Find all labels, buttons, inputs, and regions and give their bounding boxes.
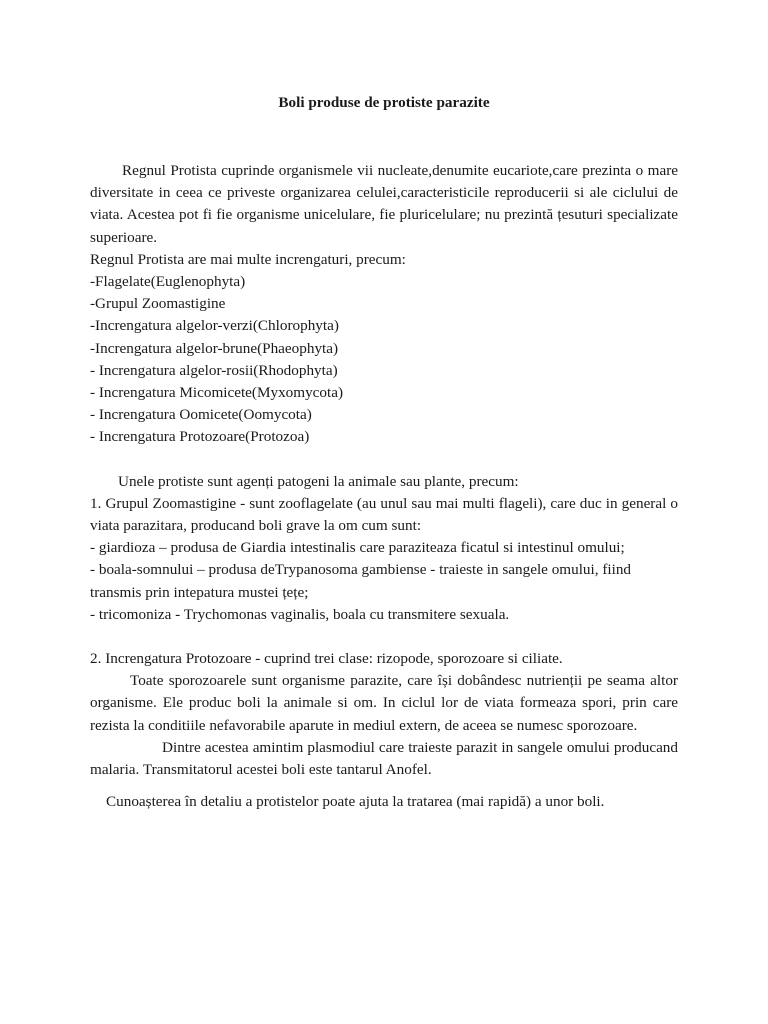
disease-item: - boala-somnului – produsa deTrypanosoma gambiense - traieste in sangele omului, fiind transmis prin intepatura mustei țețe; [90, 561, 632, 601]
spacer [90, 626, 678, 648]
group2-paragraph: 2. Increngatura Protozoare - cuprind trei clase: rizopode, sporozoare si ciliate. [90, 650, 563, 668]
plasmodium-paragraph: Dintre acestea amintim plasmodiul care traieste parazit in sangele omului producand malaria. Transmitatorul acestei boli este tantarul Anofel. [90, 738, 678, 779]
conclusion-paragraph: Cunoașterea în detaliu a protistelor poate ajuta la tratarea (mai rapidă) a unor boli. [106, 793, 605, 811]
list-item: -Increngatura algelor-verzi(Chlorophyta) [90, 317, 339, 335]
list-item: - Increngatura algelor-rosii(Rhodophyta) [90, 361, 338, 379]
disease-item: - giardioza – produsa de Giardia intestinalis care paraziteaza ficatul si intestinul omului; [90, 539, 625, 557]
list-item: -Grupul Zoomastigine [90, 295, 226, 313]
group1-paragraph: 1. Grupul Zoomastigine - sunt zooflagelate (au unul sau mai multi flageli), care duc in general o viata parazitara, producand boli grave la om cum sunt: [90, 494, 678, 535]
spacer [90, 449, 678, 471]
intro-paragraph: Regnul Protista cuprinde organismele vii nucleate,denumite eucariote,care prezinta o mare diversitate in ceea ce priveste organizarea celulei,caracteristicile reproducerii si ale ciclului de viata. Acestea pot fi fie organisme unicelulare, fie pluricelulare; nu prezintă țesuturi specializate superioare. [90, 162, 678, 246]
document-title: Boli produse de protiste parazite [278, 94, 490, 111]
list-item: -Increngatura algelor-brune(Phaeophyta) [90, 339, 339, 357]
list-item: - Increngatura Protozoare(Protozoa) [90, 428, 310, 446]
list-item: - Increngatura Oomicete(Oomycota) [90, 406, 312, 424]
spacer [90, 781, 678, 791]
list-item: - Increngatura Micomicete(Myxomycota) [90, 384, 344, 402]
disease-item: - tricomoniza - Trychomonas vaginalis, boala cu transmitere sexuala. [90, 605, 510, 623]
list-item: -Flagelate(Euglenophyta) [90, 273, 246, 291]
document-body [90, 160, 678, 813]
list-intro: Regnul Protista are mai multe increngaturi, precum: [90, 250, 406, 268]
pathogens-intro: Unele protiste sunt agenți patogeni la animale sau plante, precum: [118, 472, 519, 490]
sporozoa-paragraph: Toate sporozoarele sunt organisme parazite, care își dobândesc nutrienții pe seama altor organisme. Ele produc boli la animale si om. In ciclul lor de viata formeaza spori, prin care rezista la conditiile nefavorabile aparute in mediul extern, de aceea se numesc sporozoare. [90, 672, 678, 734]
